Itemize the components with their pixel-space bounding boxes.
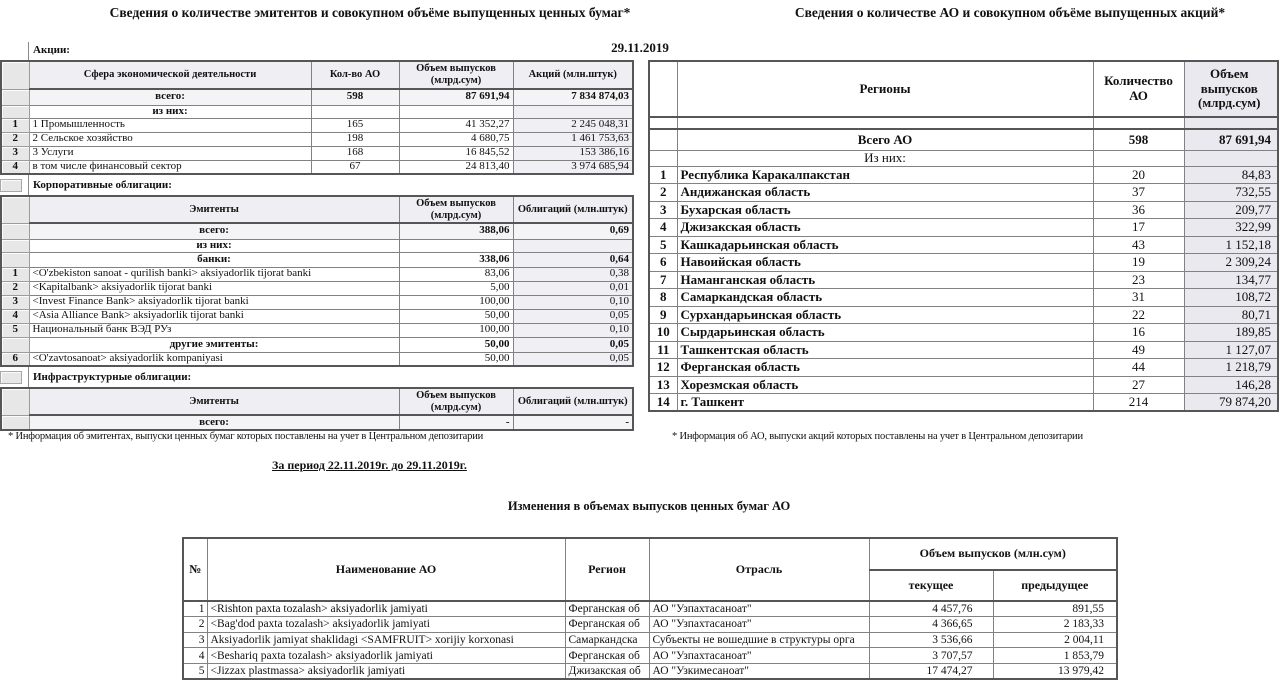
col-header-volume: Объем выпусков (млрд.сум)	[399, 196, 513, 223]
left-footnote: * Информация об эмитентах, выпуски ценных бумаг которых поставлены на учет в Центральном депозитарии	[8, 431, 484, 442]
table-row: всего: 598 87 691,94 7 834 874,03	[1, 89, 633, 105]
col-header-number: №	[183, 538, 207, 601]
grid-line	[28, 173, 29, 195]
infrastructure-bonds-section-label: Инфраструктурные облигации:	[33, 371, 192, 383]
col-header-ao-count: Количество АО	[1093, 61, 1184, 117]
col-header-current: текущее	[869, 570, 993, 601]
table-row: всего: - -	[1, 415, 633, 430]
col-header-issuers: Эмитенты	[29, 196, 399, 223]
table-row: 7 Наманганская область 23 134,77	[649, 271, 1278, 289]
table-row: другие эмитенты: 50,00 0,05	[1, 337, 633, 352]
col-header-sphere: Сфера экономической деятельности	[29, 61, 311, 89]
corporate-bonds-section-label: Корпоративные облигации:	[33, 179, 172, 191]
table-row: 1 <Rishton paxta tozalash> aksiyadorlik jamiyati Ферганская об АО "Узпахтасаноат" 4 457,76 891,55	[183, 601, 1117, 617]
row-gutter-cell	[0, 179, 22, 192]
shares-section-label: Акции:	[33, 44, 70, 56]
col-header-shares: Акций (млн.штук)	[513, 61, 633, 89]
col-header-bonds: Облигаций (млн.штук)	[513, 388, 633, 415]
table-row: из них:	[1, 239, 633, 252]
table-row: 3 Бухарская область 36 209,77	[649, 201, 1278, 219]
changes-table-header-row1	[183, 538, 1117, 570]
right-report-title: Сведения о количестве АО и совокупном объёме выпущенных акций*	[794, 5, 1226, 20]
table-row: 12 Ферганская область 44 1 218,79	[649, 359, 1278, 377]
table-row: 1 Республика Каракалпакстан 20 84,83	[649, 166, 1278, 184]
table-row: 5 <Jizzax plastmassa> aksiyadorlik jamiyati Джизакская об АО "Узкимесаноат" 17 474,27 13 979,42	[183, 663, 1117, 679]
table-row: 4 Джизакская область 17 322,99	[649, 219, 1278, 237]
table-row: 11 Ташкентская область 49 1 127,07	[649, 341, 1278, 359]
regions-table	[648, 60, 1279, 412]
shares-table-header	[1, 61, 633, 89]
grid-line	[28, 42, 29, 60]
shares-table	[0, 60, 634, 175]
table-row: из них:	[1, 105, 633, 118]
table-row: 6 <O'zavtosanoat> aksiyadorlik kompaniyasi 50,00 0,05	[1, 352, 633, 366]
regions-table-header	[649, 61, 1278, 117]
table-row: Из них:	[649, 150, 1278, 166]
col-header-issuers: Эмитенты	[29, 388, 399, 415]
table-row: 5 Национальный банк ВЭД РУз 100,00 0,10	[1, 323, 633, 337]
col-header-volume: Объем выпусков (млрд.сум)	[399, 61, 513, 89]
col-header-industry: Отрасль	[649, 538, 869, 601]
table-row: 4 в том числе финансовый сектор 67 24 813,40 3 974 685,94	[1, 160, 633, 174]
period-label: За период 22.11.2019г. до 29.11.2019г.	[272, 458, 467, 472]
table-row: 2 <Kapitalbank> aksiyadorlik tijorat banki 5,00 0,01	[1, 281, 633, 295]
col-header-previous: предыдущее	[993, 570, 1117, 601]
table-row: 4 <Beshariq paxta tozalash> aksiyadorlik jamiyati Ферганская об АО "Узпахтасаноат" 3 707,57 1 853,79	[183, 648, 1117, 664]
table-row: 3 <Invest Finance Bank> aksiyadorlik tijorat banki 100,00 0,10	[1, 295, 633, 309]
col-header-bonds: Облигаций (млн.штук)	[513, 196, 633, 223]
col-header-count: Кол-во АО	[311, 61, 399, 89]
changes-table	[182, 537, 1118, 680]
table-row: 9 Сурхандарьинская область 22 80,71	[649, 306, 1278, 324]
infrastructure-bonds-table-header	[1, 388, 633, 415]
table-row: 2 Андижанская область 37 732,55	[649, 184, 1278, 202]
table-row: 4 <Asia Alliance Bank> aksiyadorlik tijorat banki 50,00 0,05	[1, 309, 633, 323]
table-row: 2 <Bag'dod paxta tozalash> aksiyadorlik jamiyati Ферганская об АО "Узпахтасаноат" 4 366,65 2 183,33	[183, 617, 1117, 633]
table-row: 3 3 Услуги 168 16 845,52 153 386,16	[1, 146, 633, 160]
right-footnote: * Информация об АО, выпуски акций которых поставлены на учет в Центральном депозитарии	[672, 431, 1083, 442]
corporate-bonds-table-header	[1, 196, 633, 223]
table-row: 8 Самаркандская область 31 108,72	[649, 289, 1278, 307]
table-row: банки: 338,06 0,64	[1, 252, 633, 267]
table-row	[649, 117, 1278, 129]
col-header-region: Регион	[565, 538, 649, 601]
table-row: 1 1 Промышленность 165 41 352,27 2 245 048,31	[1, 118, 633, 132]
corporate-bonds-table	[0, 195, 634, 367]
table-row: 6 Навоийская область 19 2 309,24	[649, 254, 1278, 272]
left-report-title: Сведения о количестве эмитентов и совокупном объёме выпущенных ценных бумаг*	[109, 5, 631, 20]
table-row: 1 <O'zbekiston sanoat - qurilish banki> aksiyadorlik tijorat banki 83,06 0,38	[1, 267, 633, 281]
col-header-volume: Объем выпусков (млрд.сум)	[1184, 61, 1278, 117]
table-row: 10 Сырдарьинская область 16 189,85	[649, 324, 1278, 342]
report-date: 29.11.2019	[611, 40, 669, 55]
table-row: 13 Хорезмская область 27 146,28	[649, 376, 1278, 394]
table-row: 14 г. Ташкент 214 79 874,20	[649, 394, 1278, 412]
table-row: Всего АО 598 87 691,94	[649, 129, 1278, 150]
table-row: всего: 388,06 0,69	[1, 223, 633, 239]
col-header-regions: Регионы	[677, 61, 1093, 117]
grid-line	[28, 365, 29, 387]
col-header-volume: Объем выпусков (млрд.сум)	[399, 388, 513, 415]
table-row: 5 Кашкадарьинская область 43 1 152,18	[649, 236, 1278, 254]
col-header-volume-group: Объем выпусков (млн.сум)	[869, 538, 1117, 570]
col-header-ao-name: Наименование АО	[207, 538, 565, 601]
infrastructure-bonds-table	[0, 387, 634, 431]
table-row: 2 2 Сельское хозяйство 198 4 680,75 1 461 753,63	[1, 132, 633, 146]
row-gutter-cell	[0, 371, 22, 384]
table-row: 3 Aksiyadorlik jamiyat shaklidagi <SAMFRUIT> xorijiy korxonasi Самаркандска Субъекты не вошедшие в структуры орга 3 536,66 2 004,11	[183, 632, 1117, 648]
changes-table-title: Изменения в объемах выпусков ценных бумаг АО	[507, 499, 791, 513]
